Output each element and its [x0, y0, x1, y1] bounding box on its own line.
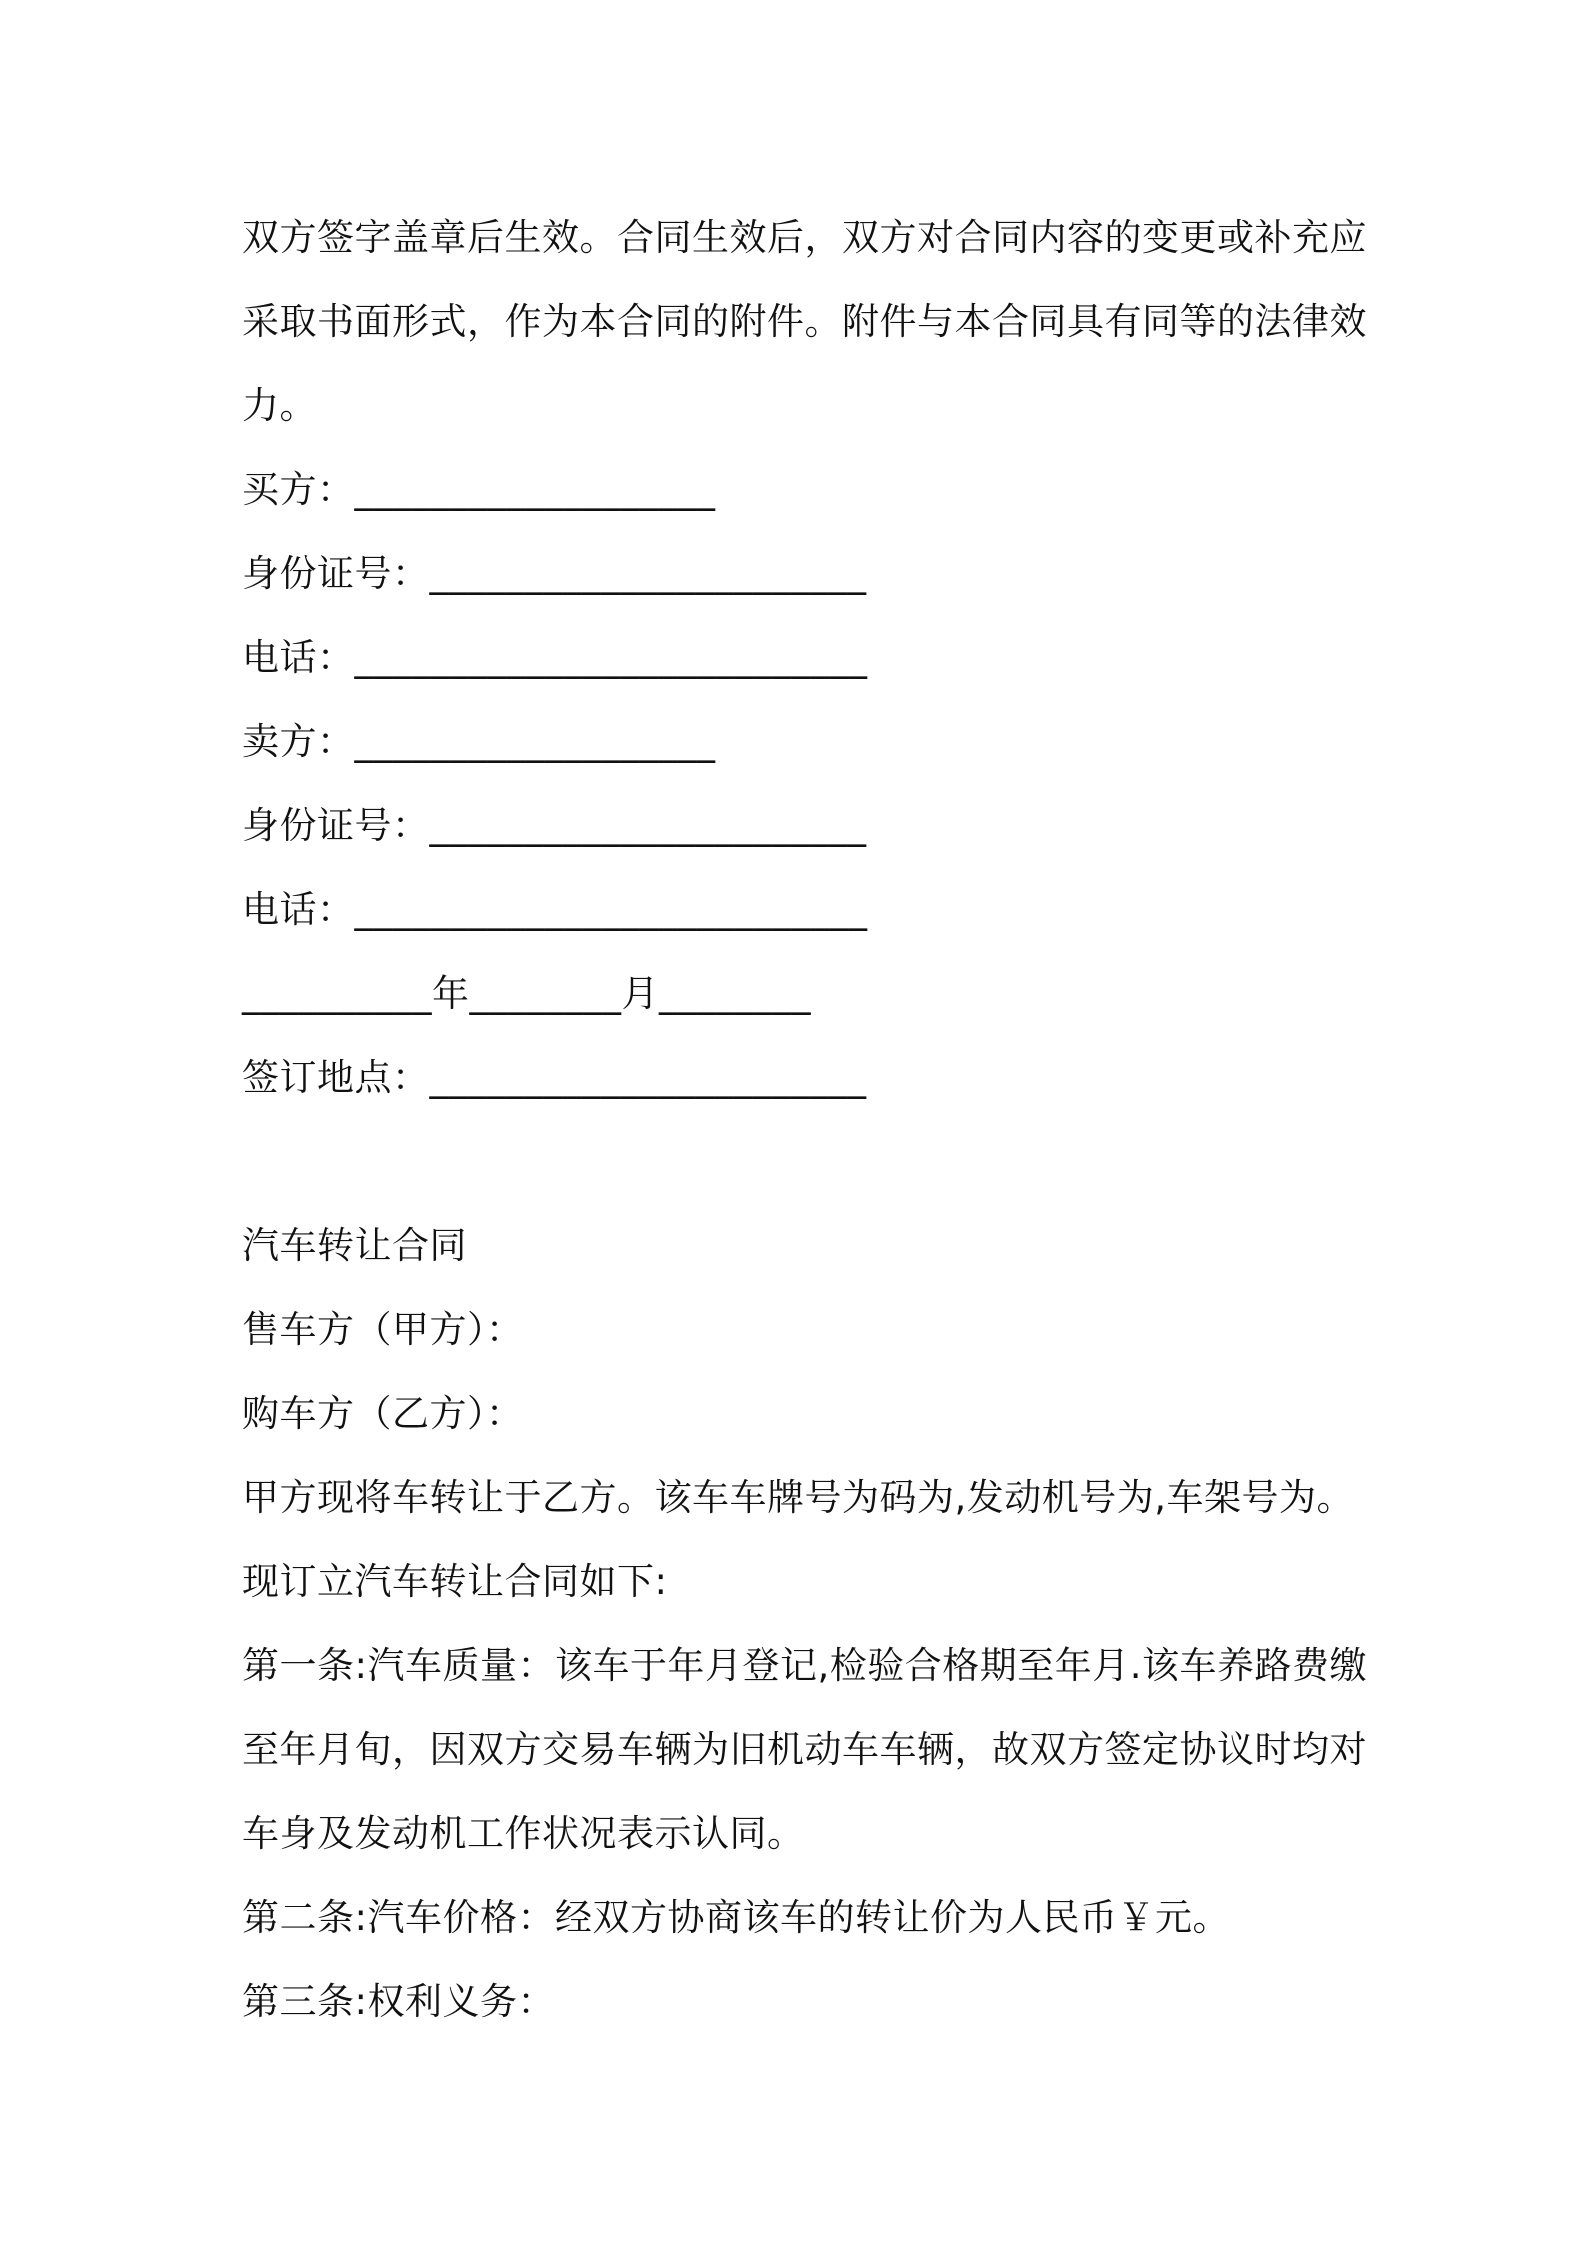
document-body	[242, 196, 1367, 2044]
seller-party-line: 售车方（甲方）：	[242, 1308, 524, 1351]
seller-phone-field: 电话：___________________________	[242, 888, 868, 931]
date-field: __________年________月________	[242, 972, 811, 1015]
intro-line-2: 采取书面形式，作为本合同的附件。附件与本合同具有同等的法律效	[242, 300, 1367, 343]
buyer-field: 买方：___________________	[242, 468, 716, 511]
clause-line-3: 第一条:汽车质量：该车于年月登记,检验合格期至年月.该车养路费缴	[242, 1644, 1367, 1687]
section-spacer	[242, 1120, 1362, 1204]
contract-title: 汽车转让合同	[242, 1224, 467, 1267]
clause-line-1: 甲方现将车转让于乙方。该车车牌号为码为,发动机号为,车架号为。	[242, 1476, 1355, 1519]
seller-field: 卖方：___________________	[242, 720, 716, 763]
intro-line-3: 力。	[242, 384, 317, 427]
clause-line-4: 至年月旬，因双方交易车辆为旧机动车车辆，故双方签定协议时均对	[242, 1728, 1367, 1771]
buyer-party-line: 购车方（乙方）：	[242, 1392, 524, 1435]
clause-line-2: 现订立汽车转让合同如下:	[242, 1560, 668, 1603]
clause-line-5: 车身及发动机工作状况表示认同。	[242, 1812, 805, 1855]
clause-line-7: 第三条:权利义务：	[242, 1980, 555, 2023]
signing-place-field: 签订地点：_______________________	[242, 1056, 867, 1099]
seller-id-field: 身份证号：_______________________	[242, 804, 867, 847]
buyer-phone-field: 电话：___________________________	[242, 636, 868, 679]
buyer-id-field: 身份证号：_______________________	[242, 552, 867, 595]
intro-line-1: 双方签字盖章后生效。合同生效后，双方对合同内容的变更或补充应	[242, 216, 1367, 259]
clause-line-6: 第二条:汽车价格：经双方协商该车的转让价为人民币￥元。	[242, 1896, 1230, 1939]
